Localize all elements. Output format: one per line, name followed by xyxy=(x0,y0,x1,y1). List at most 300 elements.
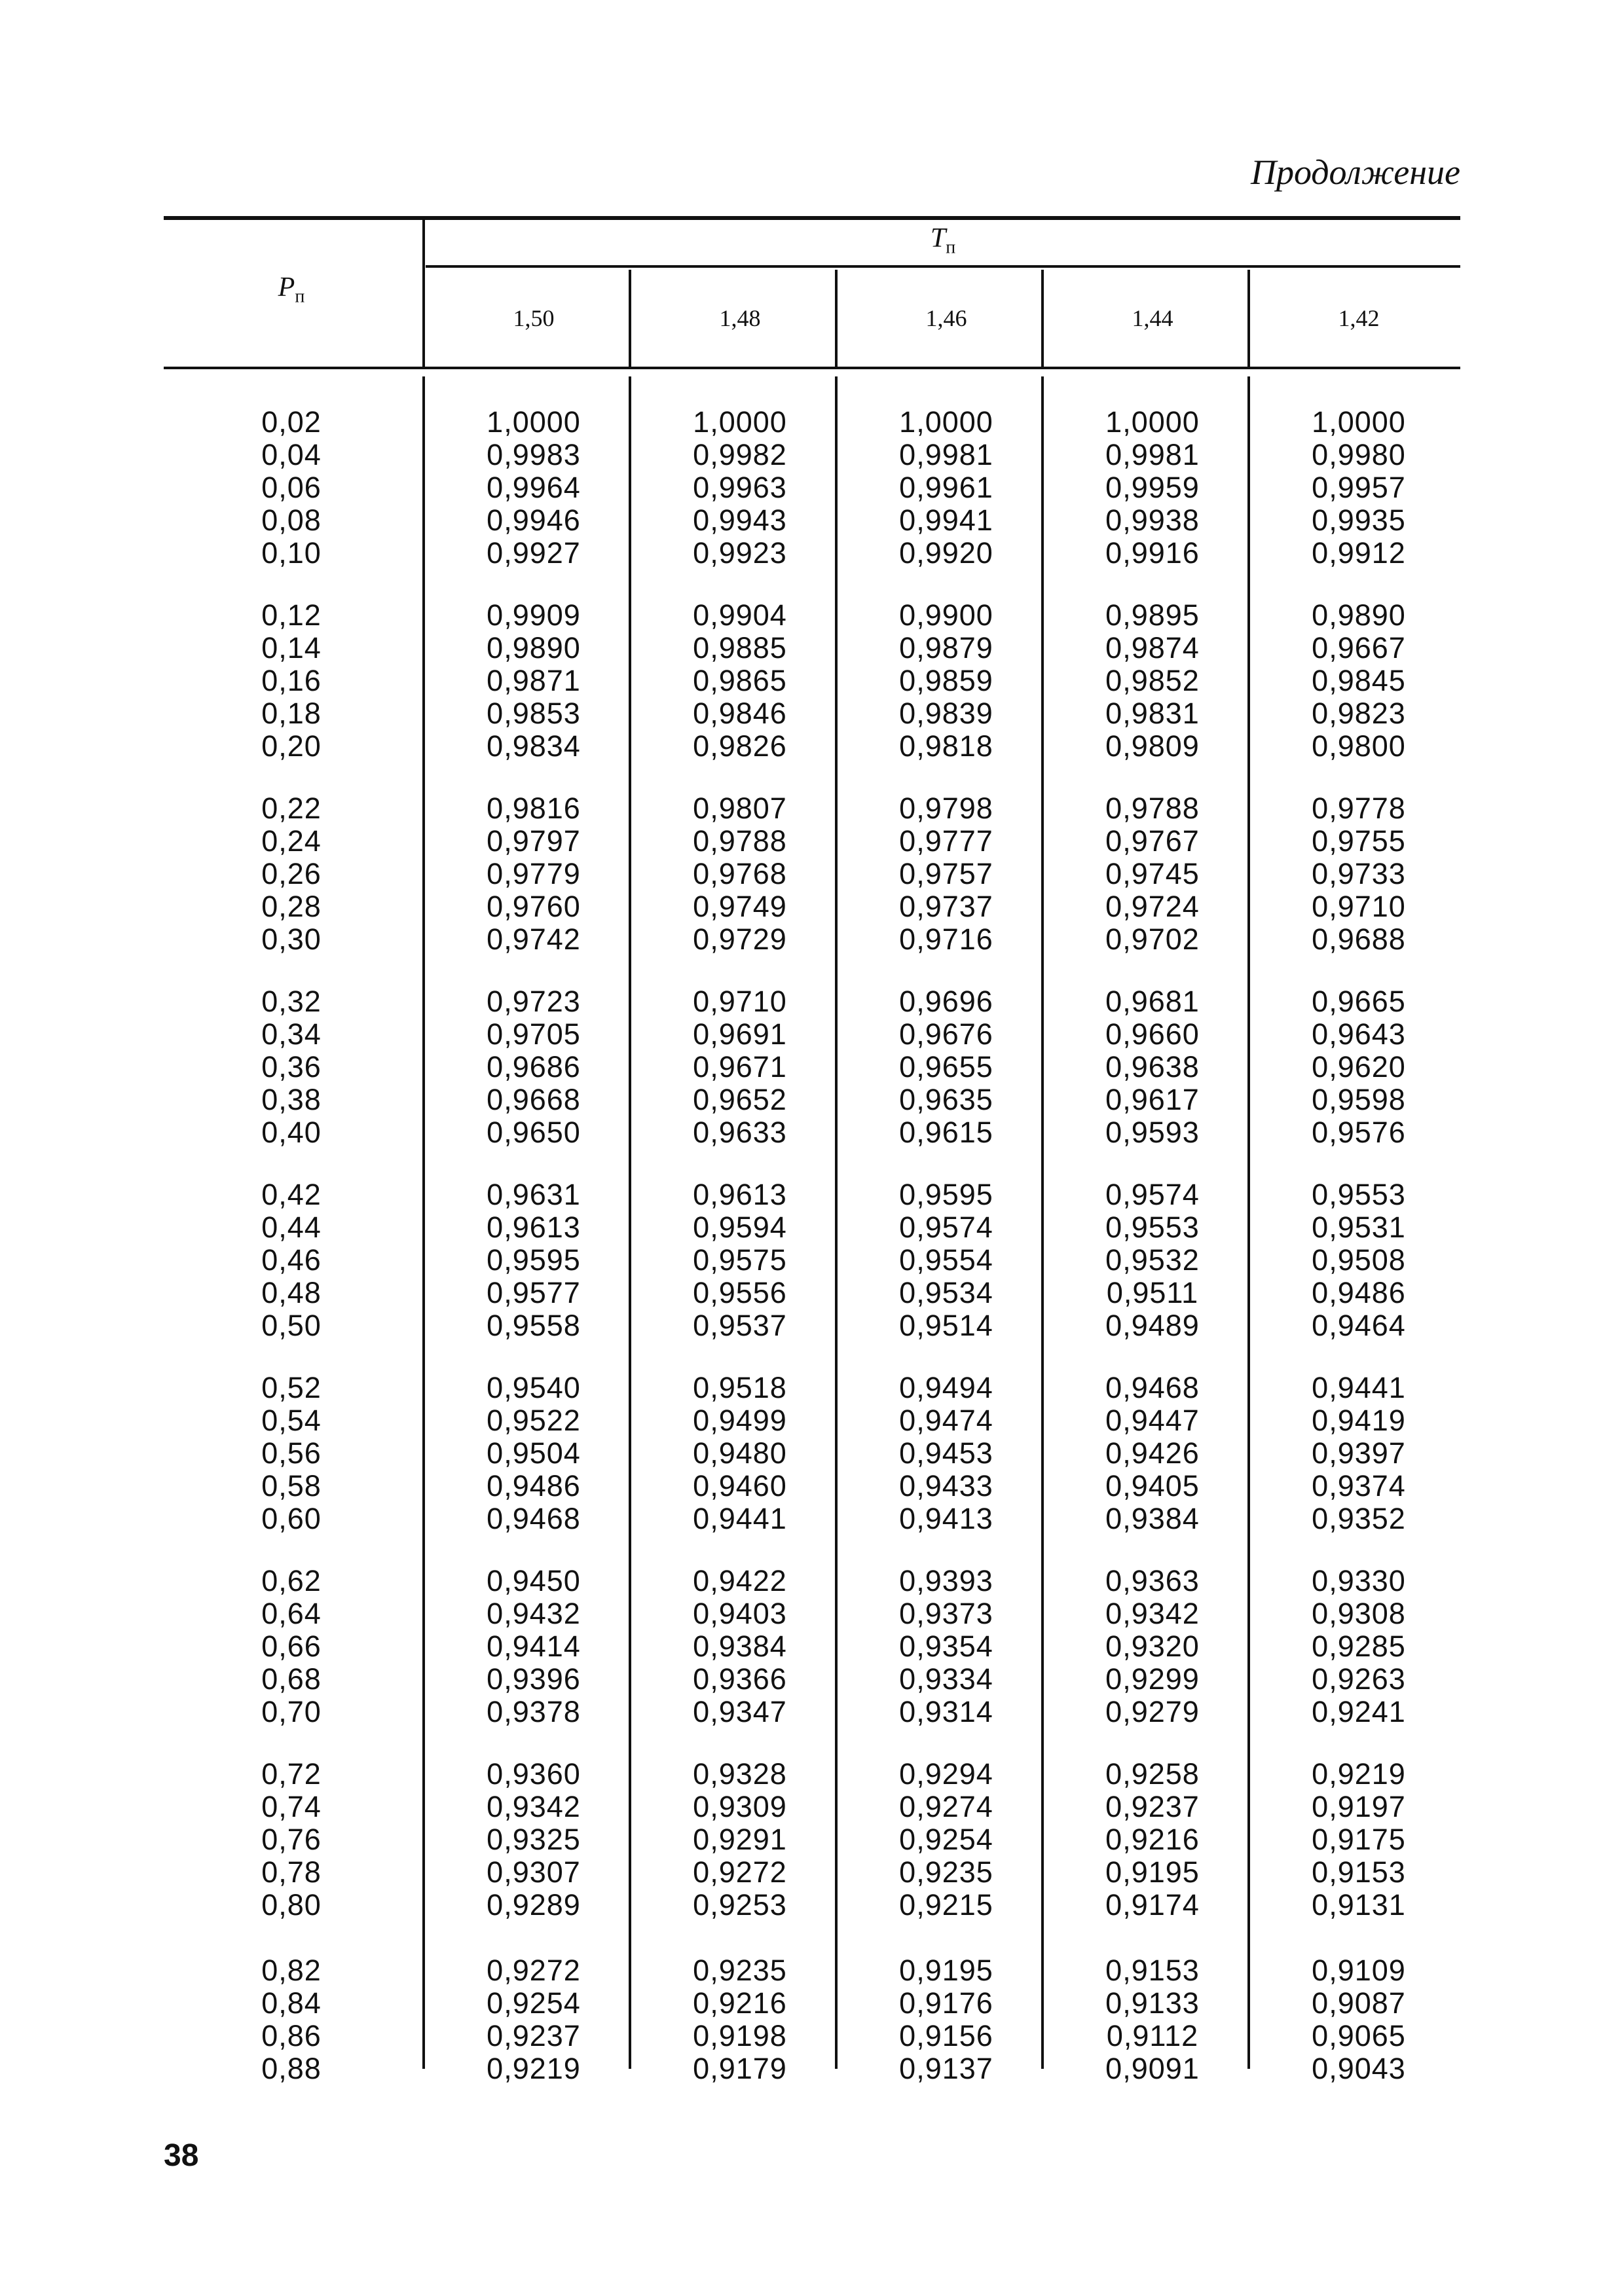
value-cell: 0,9981 xyxy=(1105,438,1200,471)
value-cell: 0,9686 xyxy=(487,1050,581,1084)
value-cell: 0,9733 xyxy=(1312,857,1406,890)
value-cell: 0,9809 xyxy=(1105,729,1200,763)
value-cell: 0,9920 xyxy=(899,536,993,570)
value-cell: 0,9859 xyxy=(899,664,993,697)
table-row xyxy=(0,599,1624,632)
table-row xyxy=(0,1987,1624,2020)
value-cell: 0,9274 xyxy=(899,1790,993,1823)
column-header: 1,42 xyxy=(1338,305,1380,331)
pressure-cell: 0,68 xyxy=(261,1662,322,1696)
table-row xyxy=(0,792,1624,825)
value-cell: 0,9532 xyxy=(1105,1243,1200,1277)
value-cell: 0,9176 xyxy=(899,1986,993,2020)
value-cell: 0,9374 xyxy=(1312,1469,1406,1503)
value-cell: 0,9688 xyxy=(1312,922,1406,956)
value-cell: 0,9767 xyxy=(1105,824,1200,858)
value-cell: 0,9890 xyxy=(1312,598,1406,632)
value-cell: 0,9598 xyxy=(1312,1083,1406,1116)
value-cell: 0,9065 xyxy=(1312,2019,1406,2052)
pressure-cell: 0,08 xyxy=(261,503,322,537)
value-cell: 0,9923 xyxy=(693,536,787,570)
value-cell: 0,9912 xyxy=(1312,536,1406,570)
table-row xyxy=(0,406,1624,439)
value-cell: 0,9091 xyxy=(1105,2052,1200,2085)
value-cell: 0,9643 xyxy=(1312,1017,1406,1051)
value-cell: 0,9900 xyxy=(899,598,993,632)
table-row xyxy=(0,1404,1624,1437)
value-cell: 0,9468 xyxy=(487,1502,581,1535)
value-cell: 0,9378 xyxy=(487,1695,581,1728)
column-header: 1,50 xyxy=(513,305,555,331)
value-cell: 0,9737 xyxy=(899,890,993,923)
value-cell: 0,9363 xyxy=(1105,1564,1200,1597)
value-cell: 0,9964 xyxy=(487,471,581,504)
value-cell: 0,9617 xyxy=(1105,1083,1200,1116)
table-row xyxy=(0,1954,1624,1987)
value-cell: 0,9486 xyxy=(487,1469,581,1503)
value-cell: 0,9419 xyxy=(1312,1404,1406,1437)
pressure-cell: 0,02 xyxy=(261,405,322,439)
table-row xyxy=(0,1630,1624,1663)
value-cell: 0,9768 xyxy=(693,857,787,890)
pressure-cell: 0,58 xyxy=(261,1469,322,1503)
value-cell: 0,9916 xyxy=(1105,536,1200,570)
table-row xyxy=(0,730,1624,763)
value-cell: 0,9818 xyxy=(899,729,993,763)
value-cell: 1,0000 xyxy=(487,405,581,439)
value-cell: 0,9299 xyxy=(1105,1662,1200,1696)
pressure-cell: 0,14 xyxy=(261,631,322,665)
value-cell: 0,9895 xyxy=(1105,598,1200,632)
page-number: 38 xyxy=(164,2138,199,2173)
value-cell: 0,9522 xyxy=(487,1404,581,1437)
value-cell: 0,9366 xyxy=(693,1662,787,1696)
column-variable-subscript: п xyxy=(946,237,956,258)
value-cell: 0,9414 xyxy=(487,1630,581,1663)
table-row xyxy=(0,923,1624,956)
value-cell: 0,9215 xyxy=(899,1888,993,1922)
value-cell: 0,9195 xyxy=(899,1954,993,1987)
value-cell: 0,9237 xyxy=(1105,1790,1200,1823)
pressure-cell: 0,54 xyxy=(261,1404,322,1437)
table-row xyxy=(0,1597,1624,1630)
table-row xyxy=(0,2020,1624,2052)
pressure-cell: 0,80 xyxy=(261,1888,322,1922)
value-cell: 1,0000 xyxy=(1312,405,1406,439)
value-cell: 0,9788 xyxy=(693,824,787,858)
value-cell: 0,9112 xyxy=(1106,2019,1199,2052)
value-cell: 0,9087 xyxy=(1312,1986,1406,2020)
value-cell: 0,9904 xyxy=(693,598,787,632)
table-row xyxy=(0,1084,1624,1116)
column-header: 1,46 xyxy=(925,305,967,331)
header-column-divider xyxy=(629,270,631,367)
pressure-cell: 0,18 xyxy=(261,697,322,730)
value-cell: 0,9826 xyxy=(693,729,787,763)
table-row xyxy=(0,858,1624,890)
value-cell: 0,9373 xyxy=(899,1597,993,1630)
value-cell: 0,9422 xyxy=(693,1564,787,1597)
value-cell: 0,9511 xyxy=(1106,1276,1199,1309)
value-cell: 0,9943 xyxy=(693,503,787,537)
row-variable-symbol: P xyxy=(278,272,295,302)
value-cell: 0,9660 xyxy=(1105,1017,1200,1051)
value-cell: 0,9724 xyxy=(1105,890,1200,923)
value-cell: 0,9816 xyxy=(487,792,581,825)
pressure-cell: 0,64 xyxy=(261,1597,322,1630)
value-cell: 0,9595 xyxy=(487,1243,581,1277)
value-cell: 0,9330 xyxy=(1312,1564,1406,1597)
pressure-cell: 0,72 xyxy=(261,1757,322,1791)
value-cell: 0,9153 xyxy=(1312,1855,1406,1889)
value-cell: 0,9397 xyxy=(1312,1436,1406,1470)
table-row xyxy=(0,1758,1624,1791)
value-cell: 0,9489 xyxy=(1105,1309,1200,1342)
value-cell: 0,9652 xyxy=(693,1083,787,1116)
pressure-cell: 0,44 xyxy=(261,1211,322,1244)
value-cell: 0,9716 xyxy=(899,922,993,956)
value-cell: 0,9667 xyxy=(1312,631,1406,665)
pressure-cell: 0,82 xyxy=(261,1954,322,1987)
value-cell: 0,9540 xyxy=(487,1371,581,1404)
table-row xyxy=(0,697,1624,730)
value-cell: 0,9235 xyxy=(693,1954,787,1987)
value-cell: 0,9354 xyxy=(899,1630,993,1663)
value-cell: 0,9946 xyxy=(487,503,581,537)
pressure-cell: 0,62 xyxy=(261,1564,322,1597)
value-cell: 0,9574 xyxy=(899,1211,993,1244)
table-row xyxy=(0,1277,1624,1309)
value-cell: 0,9237 xyxy=(487,2019,581,2052)
value-cell: 0,9834 xyxy=(487,729,581,763)
value-cell: 0,9839 xyxy=(899,697,993,730)
pressure-cell: 0,10 xyxy=(261,536,322,570)
row-variable-subscript: п xyxy=(295,286,305,307)
value-cell: 0,9779 xyxy=(487,857,581,890)
value-cell: 0,9723 xyxy=(487,985,581,1018)
table-row xyxy=(0,1372,1624,1404)
value-cell: 0,9620 xyxy=(1312,1050,1406,1084)
value-cell: 0,9450 xyxy=(487,1564,581,1597)
value-cell: 0,9558 xyxy=(487,1309,581,1342)
pressure-cell: 0,70 xyxy=(261,1695,322,1728)
value-cell: 0,9219 xyxy=(1312,1757,1406,1791)
value-cell: 0,9594 xyxy=(693,1211,787,1244)
pressure-cell: 0,40 xyxy=(261,1116,322,1149)
value-cell: 0,9360 xyxy=(487,1757,581,1791)
value-cell: 0,9291 xyxy=(693,1823,787,1856)
value-cell: 0,9574 xyxy=(1105,1178,1200,1211)
value-cell: 0,9710 xyxy=(693,985,787,1018)
value-cell: 0,9534 xyxy=(899,1276,993,1309)
value-cell: 0,9553 xyxy=(1312,1178,1406,1211)
value-cell: 0,9681 xyxy=(1105,985,1200,1018)
value-cell: 0,9216 xyxy=(693,1986,787,2020)
value-cell: 0,9577 xyxy=(487,1276,581,1309)
value-cell: 0,9798 xyxy=(899,792,993,825)
value-cell: 0,9635 xyxy=(899,1083,993,1116)
value-cell: 0,9788 xyxy=(1105,792,1200,825)
table-row xyxy=(0,1018,1624,1051)
value-cell: 0,9432 xyxy=(487,1597,581,1630)
tn-underline-rule xyxy=(426,265,1460,268)
value-cell: 0,9109 xyxy=(1312,1954,1406,1987)
value-cell: 0,9289 xyxy=(487,1888,581,1922)
value-cell: 0,9384 xyxy=(693,1630,787,1663)
value-cell: 0,9755 xyxy=(1312,824,1406,858)
value-cell: 0,9613 xyxy=(693,1178,787,1211)
table-row xyxy=(0,985,1624,1018)
value-cell: 0,9957 xyxy=(1312,471,1406,504)
value-cell: 0,9777 xyxy=(899,824,993,858)
pressure-cell: 0,52 xyxy=(261,1371,322,1404)
value-cell: 0,9433 xyxy=(899,1469,993,1503)
value-cell: 0,9272 xyxy=(487,1954,581,1987)
value-cell: 0,9235 xyxy=(899,1855,993,1889)
pressure-cell: 0,60 xyxy=(261,1502,322,1535)
row-variable-header xyxy=(164,272,419,307)
value-cell: 0,9403 xyxy=(693,1597,787,1630)
value-cell: 0,9514 xyxy=(899,1309,993,1342)
value-cell: 0,9935 xyxy=(1312,503,1406,537)
value-cell: 1,0000 xyxy=(1105,405,1200,439)
value-cell: 0,9778 xyxy=(1312,792,1406,825)
value-cell: 0,9691 xyxy=(693,1017,787,1051)
table-row xyxy=(0,1791,1624,1823)
value-cell: 0,9757 xyxy=(899,857,993,890)
value-cell: 0,9328 xyxy=(693,1757,787,1791)
value-cell: 0,9254 xyxy=(487,1986,581,2020)
value-cell: 0,9593 xyxy=(1105,1116,1200,1149)
value-cell: 0,9285 xyxy=(1312,1630,1406,1663)
value-cell: 0,9384 xyxy=(1105,1502,1200,1535)
value-cell: 0,9983 xyxy=(487,438,581,471)
value-cell: 0,9742 xyxy=(487,922,581,956)
value-cell: 0,9413 xyxy=(899,1502,993,1535)
table-row xyxy=(0,632,1624,665)
value-cell: 0,9595 xyxy=(899,1178,993,1211)
value-cell: 0,9342 xyxy=(1105,1597,1200,1630)
value-cell: 0,9760 xyxy=(487,890,581,923)
value-cell: 0,9531 xyxy=(1312,1211,1406,1244)
value-cell: 0,9963 xyxy=(693,471,787,504)
value-cell: 0,9729 xyxy=(693,922,787,956)
value-cell: 0,9941 xyxy=(899,503,993,537)
value-cell: 1,0000 xyxy=(899,405,993,439)
value-cell: 0,9486 xyxy=(1312,1276,1406,1309)
pressure-cell: 0,30 xyxy=(261,922,322,956)
value-cell: 0,9749 xyxy=(693,890,787,923)
value-cell: 0,9405 xyxy=(1105,1469,1200,1503)
value-cell: 0,9175 xyxy=(1312,1823,1406,1856)
table-row xyxy=(0,890,1624,923)
value-cell: 0,9655 xyxy=(899,1050,993,1084)
table-row xyxy=(0,825,1624,858)
value-cell: 0,9831 xyxy=(1105,697,1200,730)
pressure-cell: 0,26 xyxy=(261,857,322,890)
value-cell: 0,9874 xyxy=(1105,631,1200,665)
value-cell: 0,9650 xyxy=(487,1116,581,1149)
value-cell: 0,9982 xyxy=(693,438,787,471)
value-cell: 0,9441 xyxy=(1312,1371,1406,1404)
value-cell: 0,9253 xyxy=(693,1888,787,1922)
value-cell: 0,9294 xyxy=(899,1757,993,1791)
pressure-cell: 0,06 xyxy=(261,471,322,504)
header-column-divider xyxy=(422,220,425,367)
value-cell: 0,9320 xyxy=(1105,1630,1200,1663)
pressure-cell: 0,20 xyxy=(261,729,322,763)
value-cell: 0,9334 xyxy=(899,1662,993,1696)
continuation-label: Продолжение xyxy=(1250,153,1460,192)
value-cell: 0,9556 xyxy=(693,1276,787,1309)
value-cell: 0,9576 xyxy=(1312,1116,1406,1149)
value-cell: 0,9396 xyxy=(487,1662,581,1696)
value-cell: 0,9696 xyxy=(899,985,993,1018)
value-cell: 0,9137 xyxy=(899,2052,993,2085)
value-cell: 0,9474 xyxy=(899,1404,993,1437)
pressure-cell: 0,48 xyxy=(261,1276,322,1309)
value-cell: 0,9272 xyxy=(693,1855,787,1889)
value-cell: 0,9890 xyxy=(487,631,581,665)
value-cell: 0,9671 xyxy=(693,1050,787,1084)
value-cell: 0,9447 xyxy=(1105,1404,1200,1437)
value-cell: 0,9198 xyxy=(693,2019,787,2052)
table-row xyxy=(0,1696,1624,1728)
pressure-cell: 0,22 xyxy=(261,792,322,825)
column-variable-header xyxy=(426,223,1460,258)
value-cell: 0,9807 xyxy=(693,792,787,825)
value-cell: 0,9705 xyxy=(487,1017,581,1051)
value-cell: 0,9393 xyxy=(899,1564,993,1597)
table-row xyxy=(0,504,1624,537)
value-cell: 0,9518 xyxy=(693,1371,787,1404)
pressure-cell: 0,12 xyxy=(261,598,322,632)
pressure-cell: 0,50 xyxy=(261,1309,322,1342)
pressure-cell: 0,28 xyxy=(261,890,322,923)
value-cell: 0,9668 xyxy=(487,1083,581,1116)
value-cell: 0,9797 xyxy=(487,824,581,858)
value-cell: 0,9981 xyxy=(899,438,993,471)
table-row xyxy=(0,1178,1624,1211)
value-cell: 0,9464 xyxy=(1312,1309,1406,1342)
value-cell: 1,0000 xyxy=(693,405,787,439)
value-cell: 0,9865 xyxy=(693,664,787,697)
pressure-cell: 0,32 xyxy=(261,985,322,1018)
value-cell: 0,9800 xyxy=(1312,729,1406,763)
value-cell: 0,9631 xyxy=(487,1178,581,1211)
value-cell: 0,9499 xyxy=(693,1404,787,1437)
table-top-rule xyxy=(164,216,1460,220)
pressure-cell: 0,16 xyxy=(261,664,322,697)
value-cell: 0,9959 xyxy=(1105,471,1200,504)
value-cell: 0,9308 xyxy=(1312,1597,1406,1630)
value-cell: 0,9885 xyxy=(693,631,787,665)
table-row xyxy=(0,1565,1624,1597)
pressure-cell: 0,86 xyxy=(261,2019,322,2052)
value-cell: 0,9347 xyxy=(693,1695,787,1728)
table-row xyxy=(0,1856,1624,1889)
value-cell: 0,9710 xyxy=(1312,890,1406,923)
value-cell: 0,9871 xyxy=(487,664,581,697)
header-column-divider xyxy=(1247,270,1250,367)
value-cell: 0,9615 xyxy=(899,1116,993,1149)
value-cell: 0,9263 xyxy=(1312,1662,1406,1696)
value-cell: 0,9325 xyxy=(487,1823,581,1856)
pressure-cell: 0,24 xyxy=(261,824,322,858)
value-cell: 0,9613 xyxy=(487,1211,581,1244)
value-cell: 0,9342 xyxy=(487,1790,581,1823)
table-row xyxy=(0,1470,1624,1503)
pressure-cell: 0,84 xyxy=(261,1986,322,2020)
table-row xyxy=(0,1244,1624,1277)
value-cell: 0,9633 xyxy=(693,1116,787,1149)
column-header: 1,48 xyxy=(719,305,761,331)
value-cell: 0,9980 xyxy=(1312,438,1406,471)
value-cell: 0,9961 xyxy=(899,471,993,504)
value-cell: 0,9426 xyxy=(1105,1436,1200,1470)
value-cell: 0,9823 xyxy=(1312,697,1406,730)
value-cell: 0,9676 xyxy=(899,1017,993,1051)
value-cell: 0,9314 xyxy=(899,1695,993,1728)
column-variable-symbol: T xyxy=(930,223,946,253)
table-row xyxy=(0,1309,1624,1342)
value-cell: 0,9480 xyxy=(693,1436,787,1470)
table-row xyxy=(0,1823,1624,1856)
value-cell: 0,9279 xyxy=(1105,1695,1200,1728)
table-row xyxy=(0,1051,1624,1084)
value-cell: 0,9909 xyxy=(487,598,581,632)
pressure-cell: 0,78 xyxy=(261,1855,322,1889)
value-cell: 0,9846 xyxy=(693,697,787,730)
table-row xyxy=(0,439,1624,471)
value-cell: 0,9156 xyxy=(899,2019,993,2052)
value-cell: 0,9174 xyxy=(1105,1888,1200,1922)
value-cell: 0,9179 xyxy=(693,2052,787,2085)
value-cell: 0,9453 xyxy=(899,1436,993,1470)
table-row xyxy=(0,1437,1624,1470)
value-cell: 0,9852 xyxy=(1105,664,1200,697)
value-cell: 0,9702 xyxy=(1105,922,1200,956)
value-cell: 0,9638 xyxy=(1105,1050,1200,1084)
value-cell: 0,9133 xyxy=(1105,1986,1200,2020)
table-row xyxy=(0,1889,1624,1922)
table-row xyxy=(0,665,1624,697)
value-cell: 0,9460 xyxy=(693,1469,787,1503)
value-cell: 0,9845 xyxy=(1312,664,1406,697)
pressure-cell: 0,88 xyxy=(261,2052,322,2085)
value-cell: 0,9508 xyxy=(1312,1243,1406,1277)
header-bottom-rule xyxy=(164,367,1460,369)
table-row xyxy=(0,1116,1624,1149)
value-cell: 0,9879 xyxy=(899,631,993,665)
table-row xyxy=(0,471,1624,504)
pressure-cell: 0,56 xyxy=(261,1436,322,1470)
value-cell: 0,9197 xyxy=(1312,1790,1406,1823)
value-cell: 0,9494 xyxy=(899,1371,993,1404)
value-cell: 0,9441 xyxy=(693,1502,787,1535)
value-cell: 0,9853 xyxy=(487,697,581,730)
value-cell: 0,9554 xyxy=(899,1243,993,1277)
value-cell: 0,9241 xyxy=(1312,1695,1406,1728)
value-cell: 0,9131 xyxy=(1312,1888,1406,1922)
header-column-divider xyxy=(835,270,838,367)
table-row xyxy=(0,537,1624,570)
pressure-cell: 0,36 xyxy=(261,1050,322,1084)
pressure-cell: 0,04 xyxy=(261,438,322,471)
pressure-cell: 0,74 xyxy=(261,1790,322,1823)
value-cell: 0,9537 xyxy=(693,1309,787,1342)
value-cell: 0,9219 xyxy=(487,2052,581,2085)
